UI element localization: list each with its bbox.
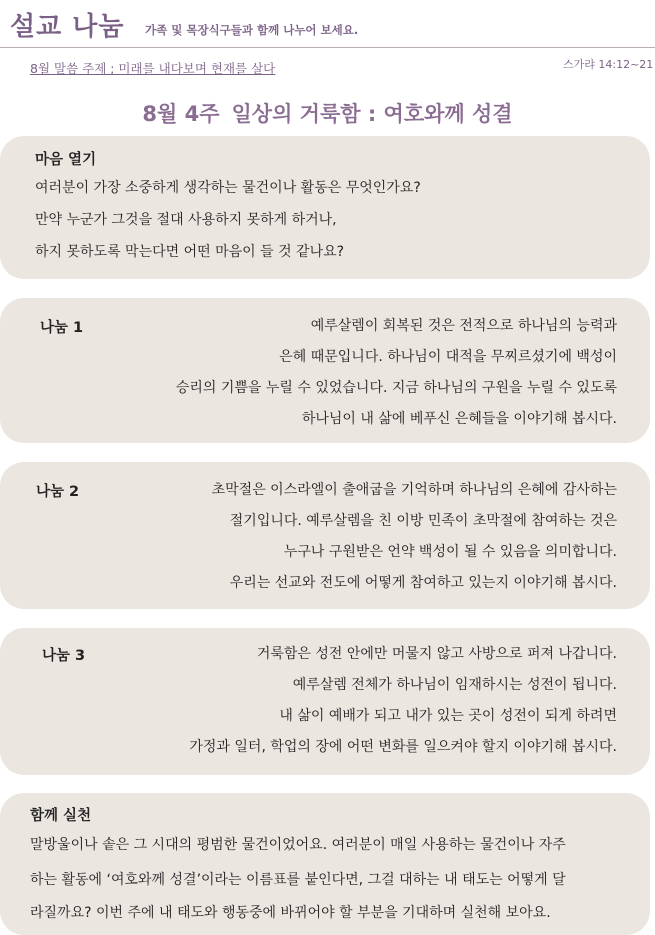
practice-line: 라질까요? 이번 주에 내 태도와 행동중에 바뀌어야 할 부분을 기대하며 실천해 보아요. xyxy=(30,905,551,921)
share1-label: 나눔 1 xyxy=(40,320,84,336)
header-divider xyxy=(0,47,655,48)
share2-line: 누구나 구원받은 언약 백성이 될 수 있음을 의미합니다. xyxy=(283,544,617,560)
share2-line: 초막절은 이스라엘이 출애굽을 기억하며 하나님의 은혜에 감사하는 xyxy=(211,482,617,498)
share1-line: 은혜 때문입니다. 하나님이 대적을 무찌르셨기에 백성이 xyxy=(279,349,617,365)
sermon-title: 일상의 거룩함 : 여호와께 성결 xyxy=(231,102,513,126)
share3-line: 거룩함은 성전 안에만 머물지 않고 사방으로 퍼져 나갑니다. xyxy=(256,646,617,662)
opening-section xyxy=(0,136,650,279)
monthly-theme: 8월 말씀 주제 ; 미래를 내다보며 현재를 살다 xyxy=(30,61,276,76)
opening-label: 마음 열기 xyxy=(35,152,97,168)
opening-line: 하지 못하도록 막는다면 어떤 마음이 들 것 같나요? xyxy=(35,244,345,260)
share1-section xyxy=(0,298,650,443)
practice-line: 말방울이나 솥은 그 시대의 평범한 물건이었어요. 여러분이 매일 사용하는 물건이나 자주 xyxy=(30,837,566,853)
sermon-heading xyxy=(0,98,655,128)
sermon-week: 8월 4주 xyxy=(142,102,220,126)
practice-label: 함께 실천 xyxy=(30,808,92,824)
scripture-reference: 스가랴 14:12~21 xyxy=(563,58,654,71)
page-title: 설교 나눔 xyxy=(10,12,125,42)
share2-line: 우리는 선교와 전도에 어떻게 참여하고 있는지 이야기해 봅시다. xyxy=(229,575,617,591)
share3-line: 예루살렘 전체가 하나님이 임재하시는 성전이 됩니다. xyxy=(292,677,617,693)
share2-label: 나눔 2 xyxy=(36,484,80,500)
share3-line: 내 삶이 예배가 되고 내가 있는 곳이 성전이 되게 하려면 xyxy=(279,708,617,724)
page-subtitle: 가족 및 목장식구들과 함께 나누어 보세요. xyxy=(145,23,359,37)
share3-line: 가정과 일터, 학업의 장에 어떤 변화를 일으켜야 할지 이야기해 봅시다. xyxy=(189,739,617,755)
share1-line: 승리의 기쁨을 누릴 수 있었습니다. 지금 하나님의 구원을 누릴 수 있도록 xyxy=(175,380,617,396)
share2-section xyxy=(0,462,650,609)
practice-section xyxy=(0,793,650,935)
share1-line: 하나님이 내 삶에 베푸신 은혜들을 이야기해 봅시다. xyxy=(301,411,617,427)
share3-section xyxy=(0,628,650,775)
practice-line: 하는 활동에 ‘여호와께 성결’이라는 이름표를 붙인다면, 그걸 대하는 내 태도는 어떻게 달 xyxy=(30,872,566,888)
opening-line: 여러분이 가장 소중하게 생각하는 물건이나 활동은 무엇인가요? xyxy=(35,180,421,196)
opening-line: 만약 누군가 그것을 절대 사용하지 못하게 하거나, xyxy=(35,212,337,228)
share2-line: 절기입니다. 예루살렘을 친 이방 민족이 초막절에 참여하는 것은 xyxy=(229,513,617,529)
share1-line: 예루살렘이 회복된 것은 전적으로 하나님의 능력과 xyxy=(310,318,617,334)
share3-label: 나눔 3 xyxy=(42,648,86,664)
